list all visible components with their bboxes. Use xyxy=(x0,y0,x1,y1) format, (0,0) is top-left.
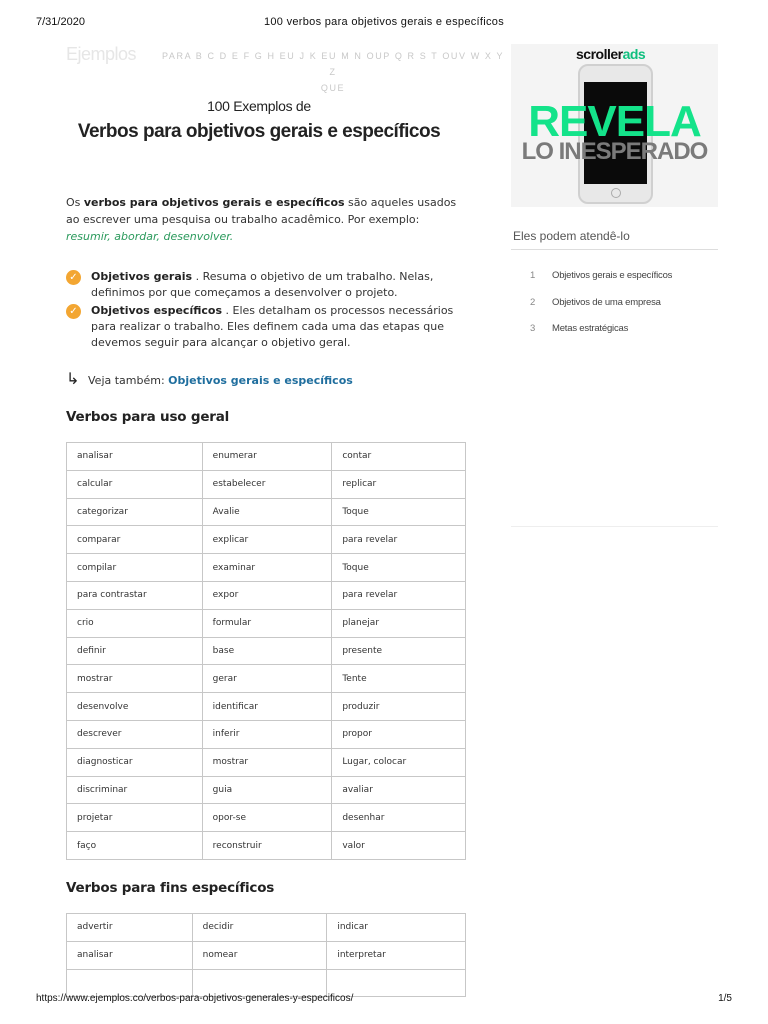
site-logo[interactable]: Ejemplos xyxy=(66,44,137,64)
print-url: https://www.ejemplos.co/verbos-para-objetivos-generales-y-especificos/ xyxy=(36,993,354,1004)
table-row xyxy=(67,914,466,942)
sidebar-list xyxy=(530,270,672,350)
table-row xyxy=(67,776,466,804)
objective-term: Objetivos gerais xyxy=(91,270,193,283)
objective-term: Objetivos específicos xyxy=(91,304,223,317)
article-eyebrow: 100 Exemplos de xyxy=(207,98,311,114)
table-cell: inferir xyxy=(202,720,332,748)
table-cell: diagnosticar xyxy=(67,748,203,776)
table-cell: estabelecer xyxy=(202,470,332,498)
table-cell: para contrastar xyxy=(67,581,203,609)
intro-examples-link[interactable]: resumir, abordar, desenvolver. xyxy=(66,230,234,243)
ad-brand xyxy=(576,46,645,62)
table-cell: base xyxy=(202,637,332,665)
table-cell: compilar xyxy=(67,554,203,582)
section-heading-specific: Verbos para fins específicos xyxy=(66,880,275,896)
table-row xyxy=(67,498,466,526)
intro-bold: verbos para objetivos gerais e específicos xyxy=(83,196,345,209)
table-cell: avaliar xyxy=(332,776,466,804)
check-circle-icon: ✓ xyxy=(66,304,81,319)
table-row xyxy=(67,554,466,582)
check-circle-icon: ✓ xyxy=(66,270,81,285)
table-row xyxy=(67,804,466,832)
table-row xyxy=(67,665,466,693)
table-cell: projetar xyxy=(67,804,203,832)
intro-paragraph xyxy=(66,194,466,245)
intro-pre: Os xyxy=(66,196,84,209)
table-row xyxy=(67,637,466,665)
see-also-label: Veja também: xyxy=(88,374,169,387)
print-page-number: 1/5 xyxy=(718,993,732,1004)
table-cell: contar xyxy=(332,443,466,471)
sidebar-title: Eles podem atendê-lo xyxy=(513,229,630,243)
sidebar-item-label[interactable]: Objetivos de uma empresa xyxy=(552,296,661,308)
table-cell: discriminar xyxy=(67,776,203,804)
table-cell: expor xyxy=(202,581,332,609)
table-cell: para revelar xyxy=(332,581,466,609)
ad-brand-right: ads xyxy=(622,46,646,62)
table-cell: desenvolve xyxy=(67,693,203,721)
phone-home-button xyxy=(611,188,621,198)
table-row xyxy=(67,443,466,471)
table-cell: mostrar xyxy=(202,748,332,776)
table-cell: indicar xyxy=(327,914,466,942)
advertisement-banner[interactable] xyxy=(511,44,718,207)
sidebar-bottom-divider xyxy=(511,526,718,527)
table-cell: mostrar xyxy=(67,665,203,693)
table-cell: descrever xyxy=(67,720,203,748)
table-row xyxy=(67,581,466,609)
objective-item xyxy=(66,303,466,351)
table-cell: categorizar xyxy=(67,498,203,526)
verbs-table-general xyxy=(66,442,466,860)
page-title-text: Verbos para objetivos gerais e específicos xyxy=(77,121,441,142)
table-cell: desenhar xyxy=(332,804,466,832)
table-cell: faço xyxy=(67,832,203,860)
table-cell: definir xyxy=(67,637,203,665)
table-cell: gerar xyxy=(202,665,332,693)
print-header xyxy=(36,16,732,30)
sidebar-item-label[interactable]: Objetivos gerais e específicos xyxy=(552,270,673,281)
table-cell: calcular xyxy=(67,470,203,498)
table-cell: planejar xyxy=(332,609,466,637)
table-cell: Toque xyxy=(332,554,466,582)
objective-text: . Eles detalham os processos necessários para realizar o trabalho. Eles definem cada uma das etapas que devemos seguir para alcançar o objetivo geral. xyxy=(91,304,454,349)
table-cell: para revelar xyxy=(332,526,466,554)
print-footer xyxy=(36,993,732,1007)
sidebar-item-number: 3 xyxy=(530,323,536,334)
table-cell: advertir xyxy=(67,914,193,942)
print-date: 7/31/2020 xyxy=(36,16,85,28)
table-cell: interpretar xyxy=(327,941,466,969)
table-row xyxy=(67,609,466,637)
sidebar-item-number: 2 xyxy=(530,296,536,308)
table-cell: presente xyxy=(332,637,466,665)
table-cell: Tente xyxy=(332,665,466,693)
table-cell: analisar xyxy=(67,443,203,471)
table-cell: examinar xyxy=(202,554,332,582)
table-cell: opor-se xyxy=(202,804,332,832)
table-cell: produzir xyxy=(332,693,466,721)
ad-headline: REVELA xyxy=(528,97,701,146)
table-cell: explicar xyxy=(202,526,332,554)
objective-text: . Resuma o objetivo de um trabalho. Nelas, definimos por que começamos a desenvolver o projeto. xyxy=(91,270,434,299)
alphabet-nav-line-2[interactable]: QUE xyxy=(320,83,346,93)
sidebar-item-label[interactable]: Metas estratégicas xyxy=(552,323,629,334)
verbs-table-specific xyxy=(66,913,466,997)
table-cell: Lugar, colocar xyxy=(332,748,466,776)
table-row xyxy=(67,941,466,969)
sidebar-item[interactable] xyxy=(530,297,672,324)
table-cell: nomear xyxy=(192,941,327,969)
table-cell: formular xyxy=(202,609,332,637)
section-heading-general: Verbos para uso geral xyxy=(66,409,230,425)
table-row xyxy=(67,832,466,860)
table-row xyxy=(67,693,466,721)
table-cell: comparar xyxy=(67,526,203,554)
table-cell: decidir xyxy=(192,914,327,942)
see-also-link[interactable]: Objetivos gerais e específicos xyxy=(168,374,353,387)
verbs-table-body xyxy=(67,914,466,997)
table-cell: identificar xyxy=(202,693,332,721)
table-cell: reconstruir xyxy=(202,832,332,860)
alphabet-nav-line[interactable]: PARA B C D E F G H EU J K EU M N OUP Q R S T OUV W X Y Z xyxy=(161,51,505,77)
table-cell: Toque xyxy=(332,498,466,526)
page-title xyxy=(66,120,452,143)
ad-brand-left: scroller xyxy=(576,46,623,62)
alphabet-nav[interactable] xyxy=(158,48,508,96)
ad-subheadline: LO INESPERADO xyxy=(521,138,708,165)
intro-mid: são aqueles usados ao escrever uma pesquisa ou trabalho acadêmico. Por exemplo: xyxy=(66,196,457,226)
objective-item xyxy=(66,269,466,301)
verbs-table-body xyxy=(67,443,466,860)
table-cell: replicar xyxy=(332,470,466,498)
table-row xyxy=(67,720,466,748)
table-cell: Avalie xyxy=(202,498,332,526)
table-row xyxy=(67,748,466,776)
table-cell: propor xyxy=(332,720,466,748)
sidebar-item-number: 1 xyxy=(530,270,536,281)
table-cell: analisar xyxy=(67,941,193,969)
table-cell: enumerar xyxy=(202,443,332,471)
sidebar-item[interactable] xyxy=(530,323,672,350)
sidebar-item[interactable] xyxy=(530,270,672,297)
table-cell: crio xyxy=(67,609,203,637)
table-cell: guia xyxy=(202,776,332,804)
curved-arrow-icon: ↳ xyxy=(66,369,80,388)
sidebar-divider xyxy=(511,249,718,250)
table-row xyxy=(67,470,466,498)
see-also xyxy=(66,369,353,388)
table-cell: valor xyxy=(332,832,466,860)
table-row xyxy=(67,526,466,554)
print-title: 100 verbos para objetivos gerais e específicos xyxy=(263,16,505,28)
